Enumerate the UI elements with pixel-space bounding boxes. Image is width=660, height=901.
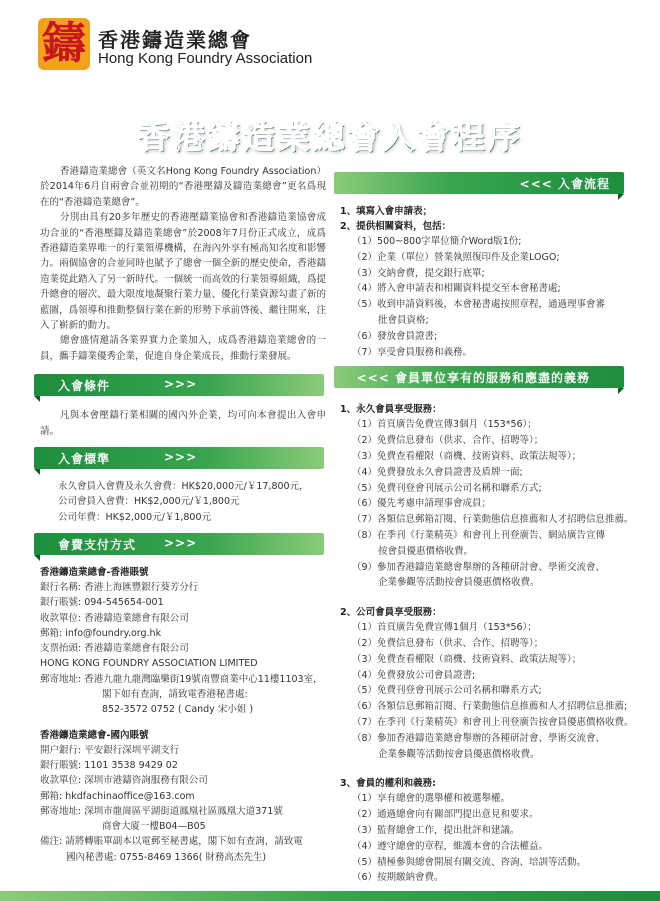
conditions-header-label: 入會條件 <box>58 379 111 394</box>
payment-header-label: 會費支付方式 <box>58 537 137 552</box>
header-fold <box>618 194 624 200</box>
page-title: 香港鑄造業總會入會程序 <box>137 118 523 156</box>
header-fold <box>34 469 40 475</box>
company-item: （4）免費發放公司會員證書; <box>352 669 476 681</box>
process-item-5-cont: 批會員資格; <box>378 314 429 326</box>
process-item: （7）享受會員服務和義務。 <box>352 346 473 358</box>
process-item-5: （5）收到申請資料後，本會秘書處按照章程，通過理事會審 <box>352 299 606 311</box>
hk-address: 郵寄地址: 香港九龍九龍灣臨樂街19號南豐商業中心11樓1103室， <box>40 673 323 685</box>
standard-line: 公司年費：HK$2,000元/￥1,800元 <box>58 511 212 523</box>
permanent-item <box>340 528 622 560</box>
hk-bank-line: 銀行賬號: 094-545654-001 <box>40 597 164 609</box>
permanent-item: （7）各類信息郵箱訂閱、行業動態信息推薦和人才招聘信息推薦。 <box>352 514 634 526</box>
cn-email[interactable]: 郵箱: hkdfachinaoffice@163.com <box>40 790 195 802</box>
intro-paragraph-2: 分別由具有20多年歷史的香港壓鑄業協會和香港鑄造業協會成功合並的“香港壓鑄及鑄造業總會”於2008年7月份正式成立，成爲香港鑄造業界唯一的行業領導機構，在海內外享有極高知名度和影響力。兩個協會的合並同時也賦予了總會一個全新的歷史使命，香港鑄造業從此踏入了另一新時代。一個統一而高效的行業領導組織，爲提升總會的層次、最大限度地凝聚行業力量、優化行業資源勾畫了新的藍圖，爲領導和推動整個行業在新的形勢下承前啓後、繼往開來，注入了嶄新的動力。 <box>40 212 326 332</box>
rights-item: （1）享有總會的選舉權和被選舉權。 <box>352 793 511 805</box>
cn-note: 備注: 請將轉賬單副本以電郵至秘書處，閣下如有查詢，請致電 <box>40 836 303 848</box>
permanent-item: （2）免費信息發布（供求、合作、招聘等）； <box>352 435 544 447</box>
hk-email[interactable]: 郵箱: info@foundry.org.hk <box>40 627 162 639</box>
permanent-title: 1、永久會員享受服務： <box>340 404 442 416</box>
member-rights <box>340 776 622 886</box>
company-item-8-cont: 企業參觀等活動按會員優惠價格收費。 <box>378 748 540 760</box>
cn-note-phone: 國內秘書處: 0755-8469 1366( 財務高杰先生) <box>66 851 267 863</box>
permanent-item: （3）免費查看權限（商機、技術資料、政策法規等）； <box>352 450 582 462</box>
right-column <box>340 172 634 886</box>
rights-item: （5）積極參與總會開展有關交流、咨詢、培訓等活動。 <box>352 856 587 868</box>
company-item: （5）免費刊登會刊展示公司名稱和聯系方式; <box>352 685 542 697</box>
company-item: （6）各類信息郵箱訂閱、行業動態信息推薦和人才招聘信息推薦; <box>352 701 628 713</box>
company-title: 2、公司會員享受服務： <box>340 607 442 619</box>
hk-bank-line: 銀行名稱: 香港上海匯豐銀行葵芳分行 <box>40 581 199 593</box>
standard-line: 永久會員入會費及永久會費：HK$20,000元/￥17,800元， <box>58 481 309 493</box>
process-item: （3）交納會費，提交銀行底單; <box>352 267 485 279</box>
header-fold <box>34 555 40 561</box>
hk-account <box>40 565 326 718</box>
cn-bank-line: 收款單位: 深圳市港鑄咨詢服務有限公司 <box>40 775 208 787</box>
payment-header <box>34 533 324 555</box>
conditions-header-arrows: >>> <box>164 377 198 392</box>
hk-contact: 閣下如有查詢，請致電香港秘書處: <box>102 689 248 701</box>
permanent-item-9: （9）參加香港鑄造業總會舉辦的各種研討會、學術交流會、 <box>352 561 606 573</box>
permanent-member-services <box>340 402 634 591</box>
process-header-label: <<< 入會流程 <box>519 177 610 191</box>
cn-account <box>40 728 326 865</box>
conditions-header <box>34 374 324 396</box>
hk-bank-line: 支票抬頭: 香港鑄造業總會有限公司 <box>40 643 189 655</box>
company-item: （1）首頁廣告免費宣傳1個月（153*56）； <box>352 622 537 634</box>
header-fold <box>618 388 624 394</box>
hk-account-title: 香港鑄造業總會-香港賬號 <box>40 566 149 578</box>
intro-paragraph-1: 香港鑄造業總會（英文名Hong Kong Foundry Association）於2014年6月自兩會合並初期的“香港壓鑄及鑄造業總會”更名爲現在的“香港鑄造業總會”。 <box>40 166 326 208</box>
logo-glyph: 鑄 <box>42 18 86 69</box>
cn-address: 郵寄地址: 深圳市龍崗區平湖街道鳳凰社區鳳凰大道371號 <box>40 805 283 817</box>
standards-header-label: 入會標準 <box>58 452 111 467</box>
rights-item: （2）通過總會向有關部門提出意見和要求。 <box>352 809 539 821</box>
process-item: （4）將入會申請表和相關資料提交至本會秘書處; <box>352 283 561 295</box>
hk-phone: 852-3572 0752 ( Candy 宋小姐 ) <box>102 704 254 716</box>
permanent-item: （6）優先考慮申請理事會成員； <box>352 498 492 510</box>
association-name-en: Hong Kong Foundry Association <box>98 50 313 67</box>
intro-paragraph-3: 總會盛情邀請各業界實力企業加入，成爲香港鑄造業總會的一員，攜手鑄業優秀企業，促進自身企業成長，推動行業發展。 <box>40 335 326 362</box>
payment-header-arrows: >>> <box>164 535 198 550</box>
association-name-zh: 香港鑄造業總會 <box>98 28 252 52</box>
rights-item: （6）按期繳納會費。 <box>352 872 444 884</box>
rights-item: （3）監督總會工作，提出批評和建議。 <box>352 824 520 836</box>
company-item: （2）免費信息發布（供求、合作、招聘等）； <box>352 637 544 649</box>
hk-bank-line: 收款單位: 香港鑄造業總會有限公司 <box>40 612 189 624</box>
footer-bar <box>0 891 660 901</box>
permanent-item-9-cont: 企業參觀等活動按會員優惠價格收費。 <box>378 577 540 589</box>
cn-bank-line: 銀行賬號: 1101 3538 9429 02 <box>40 759 178 771</box>
standards-header <box>34 447 324 469</box>
process-step-2: 2、提供相關資料，包括： <box>340 221 452 232</box>
company-member-services <box>340 605 634 762</box>
permanent-item: （1）首頁廣告免費宣傳3個月（153*56）； <box>352 419 537 431</box>
company-item-8: （8）參加香港鑄造業總會舉辦的各種研討會、學術交流會、 <box>352 732 606 744</box>
hk-bank-line: HONG KONG FOUNDRY ASSOCIATION LIMITED <box>40 658 258 670</box>
standards-header-arrows: >>> <box>164 450 198 465</box>
permanent-item: （4）免費發放永久會員證書及盾牌一面; <box>352 466 523 478</box>
permanent-item-8: （8）在季刊《行業精英》和會刊上刊登廣告、網站廣告宣傳 <box>352 529 606 541</box>
logo <box>38 18 90 70</box>
process-item <box>340 297 622 329</box>
permanent-item-8-cont: 按會員優惠價格收費。 <box>378 545 474 557</box>
company-item <box>340 731 622 763</box>
process-item: （6）發放會員證書; <box>352 330 438 342</box>
permanent-item <box>340 560 622 592</box>
process-item: （2）企業（單位）營業執照復印件及企業LOGO; <box>352 251 560 263</box>
rights-title: 3、會員的權利和義務: <box>340 778 436 790</box>
header-fold <box>34 396 40 402</box>
company-item: （3）免費查看權限（商機、技術資料、政策法規等）； <box>352 653 582 665</box>
cn-bank-line: 開户銀行: 平安銀行深圳平湖支行 <box>40 744 180 756</box>
cn-address-cont: 商會大廈一樓B04—B05 <box>102 821 206 833</box>
standards-list <box>40 479 326 525</box>
permanent-item: （5）免費刊登會刊展示公司名稱和聯系方式; <box>352 482 542 494</box>
process-list <box>340 204 622 360</box>
left-column <box>40 164 326 865</box>
standard-line: 公司會員入會費：HK$2,000元/￥1,800元 <box>58 496 240 508</box>
services-header-label: <<< 會員單位享有的服務和應盡的義務 <box>356 371 590 386</box>
process-header <box>334 172 624 194</box>
services-header <box>334 366 624 388</box>
company-item: （7）在季刊《行業精英》和會刊上刊登廣告按會員優惠價格收費。 <box>352 716 634 728</box>
conditions-text: 凡與本會壓鑄行業相關的國內外企業，均可向本會提出入會申請。 <box>40 410 326 437</box>
process-step-1: 1、填寫入會申請表； <box>340 206 433 217</box>
rights-item: （4）遵守總會的章程，維護本會的合法權益。 <box>352 840 549 852</box>
cn-account-title: 香港鑄造業總會-國內賬號 <box>40 729 149 741</box>
process-item: （1）500~800字單位簡介Word版1份; <box>352 236 522 247</box>
